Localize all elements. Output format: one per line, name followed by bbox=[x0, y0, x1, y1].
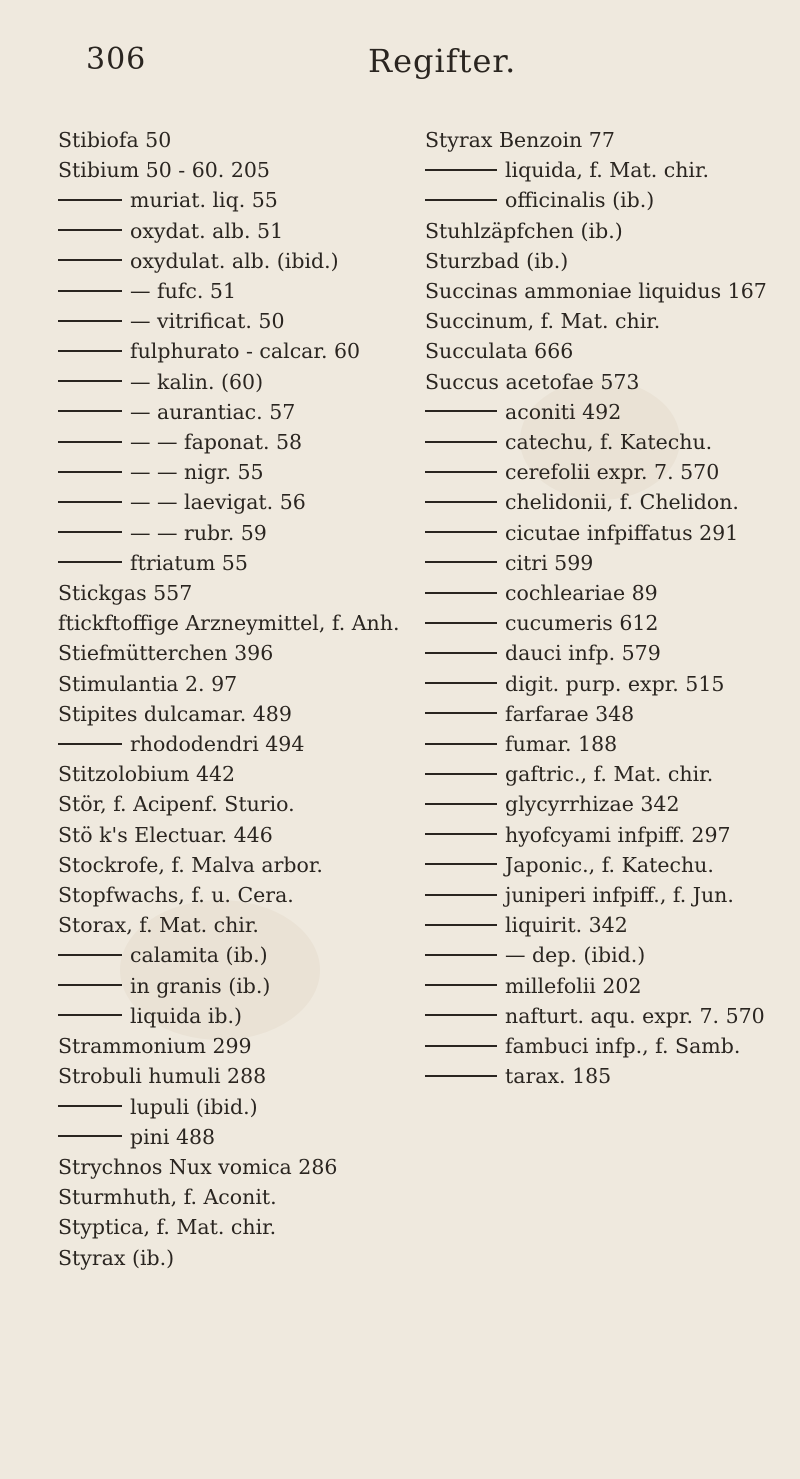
ditto-dash bbox=[58, 501, 122, 503]
index-entry-text: fambuci infp., f. Samb. bbox=[505, 1034, 741, 1059]
index-entry-text: nafturt. aqu. expr. 7. 570 bbox=[505, 1003, 765, 1028]
index-entry bbox=[425, 910, 800, 940]
index-entry-text: Styrax Benzoin 77 bbox=[425, 128, 615, 152]
index-entry bbox=[58, 940, 443, 970]
index-entry-text: Stör, f. Acipenf. Sturio. bbox=[58, 792, 295, 817]
index-entry-text: pini 488 bbox=[130, 1124, 216, 1149]
ditto-dash bbox=[425, 712, 497, 714]
index-entry bbox=[58, 971, 443, 1001]
ditto-dash bbox=[425, 410, 497, 412]
index-entry bbox=[58, 1212, 443, 1242]
ditto-dash bbox=[58, 259, 122, 261]
index-entry bbox=[58, 850, 443, 880]
index-entry-text: — kalin. (60) bbox=[130, 369, 264, 394]
ditto-dash bbox=[425, 1014, 497, 1016]
ditto-dash bbox=[425, 954, 497, 956]
index-entry-text: cicutae infpiffatus 291 bbox=[505, 520, 739, 545]
running-title: Regifter. bbox=[368, 42, 517, 80]
index-column-left bbox=[58, 125, 443, 1273]
page-number: 306 bbox=[86, 42, 147, 77]
ditto-dash bbox=[58, 1105, 122, 1107]
index-entry-text: — aurantiac. 57 bbox=[130, 399, 296, 424]
index-entry bbox=[58, 1152, 443, 1182]
ditto-dash bbox=[58, 531, 122, 533]
index-entry-text: Storax, f. Mat. chir. bbox=[58, 913, 259, 938]
index-entry bbox=[425, 336, 800, 366]
index-entry bbox=[425, 850, 800, 880]
index-entry-text: Stö k's Electuar. 446 bbox=[58, 822, 273, 847]
index-entry bbox=[425, 427, 800, 457]
index-entry-text: tarax. 185 bbox=[505, 1064, 612, 1089]
index-entry bbox=[425, 789, 800, 819]
ditto-dash bbox=[58, 441, 122, 443]
index-entry-text: cerefolii expr. 7. 570 bbox=[505, 460, 720, 485]
index-entry-text: citri 599 bbox=[505, 550, 594, 575]
index-entry bbox=[425, 1031, 800, 1061]
index-entry-text: — dep. (ibid.) bbox=[505, 943, 646, 968]
index-entry bbox=[58, 789, 443, 819]
index-entry-text: fumar. 188 bbox=[505, 732, 618, 757]
index-entry-text: — — nigr. 55 bbox=[130, 460, 264, 485]
index-entry bbox=[425, 306, 800, 336]
index-column-right bbox=[425, 125, 800, 1092]
index-entry bbox=[425, 185, 800, 215]
ditto-dash bbox=[58, 1135, 122, 1137]
index-entry-text: fulphurato - calcar. 60 bbox=[130, 339, 361, 364]
index-entry bbox=[425, 971, 800, 1001]
index-entry-text: Sturzbad (ib.) bbox=[425, 248, 569, 273]
index-entry bbox=[58, 457, 443, 487]
index-entry-text: liquirit. 342 bbox=[505, 913, 628, 938]
index-entry bbox=[425, 155, 800, 185]
index-entry-text: chelidonii, f. Chelidon. bbox=[505, 490, 739, 515]
index-entry-text: Strychnos Nux vomica 286 bbox=[58, 1154, 338, 1179]
ditto-dash bbox=[58, 743, 122, 745]
index-entry bbox=[58, 518, 443, 548]
index-entry-text: Stiefmütterchen 396 bbox=[58, 641, 274, 666]
index-entry bbox=[58, 336, 443, 366]
index-entry bbox=[58, 155, 443, 185]
index-entry-text: Succinas ammoniae liquidus 167 bbox=[425, 279, 767, 304]
index-entry bbox=[58, 608, 443, 638]
ditto-dash bbox=[425, 803, 497, 805]
index-entry-text: oxydat. alb. 51 bbox=[130, 218, 284, 243]
index-entry-text: Stibium 50 - 60. 205 bbox=[58, 158, 270, 183]
index-entry bbox=[58, 1182, 443, 1212]
index-entry-text: oxydulat. alb. (ibid.) bbox=[130, 248, 339, 273]
index-entry-text: ftriatum 55 bbox=[130, 550, 248, 575]
ditto-dash bbox=[425, 1045, 497, 1047]
index-entry bbox=[58, 276, 443, 306]
index-entry bbox=[58, 367, 443, 397]
index-entry-text: Stitzolobium 442 bbox=[58, 762, 236, 787]
index-entry-text: Stibiofa 50 bbox=[58, 128, 172, 152]
ditto-dash bbox=[425, 863, 497, 865]
index-entry-text: Succinum, f. Mat. chir. bbox=[425, 309, 661, 334]
index-entry-text: Succulata 666 bbox=[425, 339, 574, 364]
index-entry bbox=[425, 518, 800, 548]
page-header bbox=[0, 42, 800, 92]
index-entry bbox=[58, 1061, 443, 1091]
ditto-dash bbox=[58, 1014, 122, 1016]
index-entry-text: Stopfwachs, f. u. Cera. bbox=[58, 883, 294, 908]
index-entry-text: officinalis (ib.) bbox=[505, 188, 655, 213]
ditto-dash bbox=[425, 833, 497, 835]
index-entry-text: — vitrificat. 50 bbox=[130, 309, 285, 334]
index-entry-text: — fufc. 51 bbox=[130, 279, 236, 304]
index-entry bbox=[425, 940, 800, 970]
ditto-dash bbox=[425, 592, 497, 594]
index-entry bbox=[425, 246, 800, 276]
index-entry-text: Styrax (ib.) bbox=[58, 1245, 175, 1270]
index-entry-text: Stuhlzäpfchen (ib.) bbox=[425, 218, 623, 243]
index-entry bbox=[58, 578, 443, 608]
ditto-dash bbox=[425, 501, 497, 503]
index-entry bbox=[425, 578, 800, 608]
ditto-dash bbox=[58, 350, 122, 352]
index-entry-text: — — faponat. 58 bbox=[130, 430, 303, 455]
index-entry-text: liquida ib.) bbox=[130, 1003, 243, 1028]
index-entry bbox=[425, 548, 800, 578]
index-entry-text: juniperi infpiff., f. Jun. bbox=[505, 883, 734, 908]
index-entry-text: ftickftoffige Arzneymittel, f. Anh. bbox=[58, 611, 400, 636]
index-entry bbox=[425, 820, 800, 850]
index-entry-text: cucumeris 612 bbox=[505, 611, 659, 636]
index-entry-text: Stipites dulcamar. 489 bbox=[58, 701, 292, 726]
index-entry-text: rhododendri 494 bbox=[130, 732, 305, 757]
index-entry bbox=[425, 367, 800, 397]
index-entry bbox=[58, 699, 443, 729]
index-entry bbox=[58, 548, 443, 578]
index-entry-text: glycyrrhizae 342 bbox=[505, 792, 680, 817]
ditto-dash bbox=[58, 320, 122, 322]
ditto-dash bbox=[425, 773, 497, 775]
index-entry bbox=[425, 216, 800, 246]
index-entry bbox=[58, 638, 443, 668]
index-entry-text: Sturmhuth, f. Aconit. bbox=[58, 1185, 277, 1210]
ditto-dash bbox=[425, 924, 497, 926]
index-entry-text: gaftric., f. Mat. chir. bbox=[505, 762, 714, 787]
index-entry-text: aconiti 492 bbox=[505, 399, 622, 424]
ditto-dash bbox=[58, 410, 122, 412]
ditto-dash bbox=[425, 169, 497, 171]
ditto-dash bbox=[425, 682, 497, 684]
index-entry-text: muriat. liq. 55 bbox=[130, 188, 278, 213]
ditto-dash bbox=[58, 984, 122, 986]
index-entry-text: — — laevigat. 56 bbox=[130, 490, 306, 515]
index-entry bbox=[425, 397, 800, 427]
index-entry bbox=[58, 1092, 443, 1122]
index-entry bbox=[58, 759, 443, 789]
index-entry bbox=[58, 910, 443, 940]
index-entry bbox=[58, 880, 443, 910]
index-entry bbox=[58, 246, 443, 276]
index-entry bbox=[58, 306, 443, 336]
index-entry bbox=[58, 669, 443, 699]
index-entry-text: digit. purp. expr. 515 bbox=[505, 671, 725, 696]
index-entry bbox=[425, 457, 800, 487]
ditto-dash bbox=[425, 1075, 497, 1077]
ditto-dash bbox=[425, 441, 497, 443]
index-entry-text: Stickgas 557 bbox=[58, 581, 193, 606]
ditto-dash bbox=[425, 984, 497, 986]
index-entry bbox=[425, 699, 800, 729]
ditto-dash bbox=[425, 652, 497, 654]
ditto-dash bbox=[58, 229, 122, 231]
index-entry-text: liquida, f. Mat. chir. bbox=[505, 158, 710, 183]
ditto-dash bbox=[58, 199, 122, 201]
index-entry-text: cochleariae 89 bbox=[505, 581, 658, 606]
index-entry bbox=[425, 608, 800, 638]
index-entry bbox=[58, 216, 443, 246]
index-entry-text: — — rubr. 59 bbox=[130, 520, 267, 545]
index-entry-text: lupuli (ibid.) bbox=[130, 1094, 258, 1119]
index-entry-text: in granis (ib.) bbox=[130, 973, 271, 998]
ditto-dash bbox=[425, 471, 497, 473]
index-entry bbox=[58, 125, 443, 155]
ditto-dash bbox=[425, 743, 497, 745]
index-entry-text: Stimulantia 2. 97 bbox=[58, 671, 238, 696]
ditto-dash bbox=[58, 380, 122, 382]
index-entry-text: calamita (ib.) bbox=[130, 943, 268, 968]
index-entry bbox=[425, 276, 800, 306]
index-entry bbox=[425, 880, 800, 910]
index-entry-text: Strobuli humuli 288 bbox=[58, 1064, 267, 1089]
ditto-dash bbox=[425, 199, 497, 201]
index-entry-text: hyofcyami infpiff. 297 bbox=[505, 822, 731, 847]
index-entry bbox=[425, 487, 800, 517]
index-entry-text: catechu, f. Katechu. bbox=[505, 430, 713, 455]
ditto-dash bbox=[58, 290, 122, 292]
index-entry bbox=[58, 1122, 443, 1152]
index-entry bbox=[58, 487, 443, 517]
index-entry-text: Japonic., f. Katechu. bbox=[505, 852, 714, 877]
ditto-dash bbox=[425, 561, 497, 563]
index-entry-text: farfarae 348 bbox=[505, 701, 635, 726]
ditto-dash bbox=[58, 471, 122, 473]
index-entry-text: Stockrofe, f. Malva arbor. bbox=[58, 852, 323, 877]
index-entry-text: Succus acetofae 573 bbox=[425, 369, 640, 394]
index-entry bbox=[58, 820, 443, 850]
index-entry bbox=[425, 759, 800, 789]
index-entry bbox=[425, 1001, 800, 1031]
index-entry bbox=[58, 1001, 443, 1031]
index-entry bbox=[58, 427, 443, 457]
index-entry bbox=[58, 1243, 443, 1273]
index-entry bbox=[58, 1031, 443, 1061]
index-entry bbox=[425, 1061, 800, 1091]
index-entry bbox=[425, 669, 800, 699]
index-entry bbox=[58, 729, 443, 759]
ditto-dash bbox=[58, 561, 122, 563]
index-entry-text: dauci infp. 579 bbox=[505, 641, 661, 666]
ditto-dash bbox=[425, 894, 497, 896]
index-entry bbox=[58, 185, 443, 215]
ditto-dash bbox=[425, 622, 497, 624]
index-entry bbox=[425, 729, 800, 759]
ditto-dash bbox=[425, 531, 497, 533]
ditto-dash bbox=[58, 954, 122, 956]
index-entry bbox=[425, 638, 800, 668]
index-entry bbox=[58, 397, 443, 427]
index-entry-text: Styptica, f. Mat. chir. bbox=[58, 1215, 277, 1240]
index-entry-text: Strammonium 299 bbox=[58, 1034, 252, 1059]
index-entry-text: millefolii 202 bbox=[505, 973, 642, 998]
index-entry bbox=[425, 125, 800, 155]
